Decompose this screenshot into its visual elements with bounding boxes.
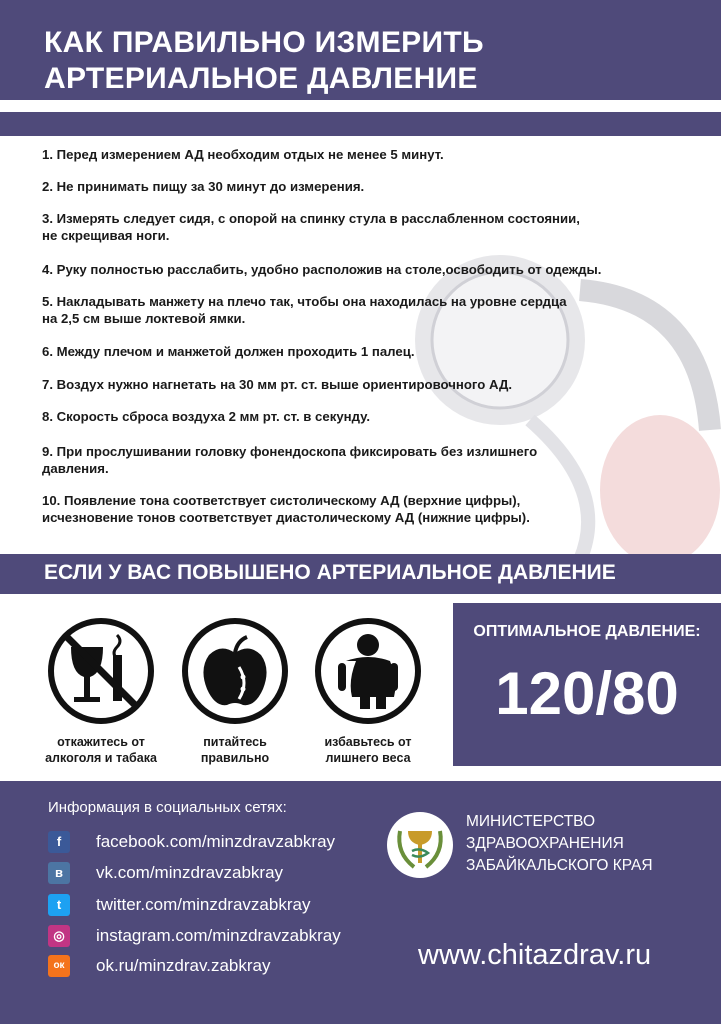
rule-item: 9. При прослушивании головку фонендоскопа фиксировать без излишнего давления. [42, 444, 538, 476]
rule-item: 3. Измерять следует сидя, с опорой на спинку стула в расслабленном состоянии, не скрещивая ноги. [42, 211, 580, 243]
rule-item: 2. Не принимать пищу за 30 минут до измерения. [42, 179, 365, 194]
facebook-icon: f [48, 831, 70, 853]
overweight-person-icon [314, 617, 422, 725]
advice-caption-weight: избавьтесь от лишнего веса [324, 735, 412, 765]
rule-item: 5. Накладывать манжету на плечо так, чтобы она находилась на уровне сердца на 2,5 см выше локтевой ямки. [42, 294, 567, 326]
optimal-pressure-label: ОПТИМАЛЬНОЕ ДАВЛЕНИЕ: [473, 623, 701, 640]
no-alcohol-tobacco-icon [47, 617, 155, 725]
advice-caption-nutrition: питайтесь правильно [200, 735, 270, 765]
optimal-pressure-value: 120/80 [495, 660, 679, 727]
rule-item: 4. Руку полностью расслабить, удобно расположив на столе,освободить от одежды. [42, 262, 602, 277]
footer: Информация в социальных сетях: f facebook.com/minzdravzabkray в vk.com/minzdravzabkray t twitter.com/minzdravzabkray ◎ instagram.com/minzdravzabkray ок ok.ru/minzdrav.zabkray МИНИСТЕРСТВО ЗДРАВООХРАНЕНИЯ ЗАБАЙКАЛЬСКОГО КРАЯ www.chitazdrav.ru [0, 781, 721, 1024]
warning-heading: ЕСЛИ У ВАС ПОВЫШЕНО АРТЕРИАЛЬНОЕ ДАВЛЕНИЕ [44, 561, 616, 584]
rule-item: 6. Между плечом и манжетой должен проходить 1 палец. [42, 344, 415, 359]
advice-caption-alcohol: откажитесь от алкоголя и табака [45, 735, 157, 765]
ministry-name: МИНИСТЕРСТВО ЗДРАВООХРАНЕНИЯ ЗАБАЙКАЛЬСКОГО КРАЯ [466, 813, 653, 874]
apple-icon [181, 617, 289, 725]
rule-item: 7. Воздух нужно нагнетать на 30 мм рт. ст. выше ориентировочного АД. [42, 377, 513, 392]
title-divider-band [0, 112, 721, 136]
ministry-emblem-icon [386, 811, 454, 879]
title-banner [0, 0, 721, 100]
odnoklassniki-icon: ок [48, 955, 70, 977]
warning-banner [0, 554, 721, 594]
page-title-line-1: КАК ПРАВИЛЬНО ИЗМЕРИТЬ [44, 26, 484, 59]
instagram-icon: ◎ [48, 925, 70, 947]
website-link[interactable]: www.chitazdrav.ru [418, 939, 652, 971]
rule-item: 10. Появление тона соответствует систолическому АД (верхние цифры), исчезновение тонов соответствует диастолическому АД (нижние цифры). [42, 493, 530, 525]
vk-icon: в [48, 862, 70, 884]
page-title-line-2: АРТЕРИАЛЬНОЕ ДАВЛЕНИЕ [44, 62, 478, 95]
rule-item: 8. Скорость сброса воздуха 2 мм рт. ст. в секунду. [42, 409, 370, 424]
optimal-pressure-box [453, 603, 721, 766]
social-heading: Информация в социальных сетях: [48, 799, 287, 816]
rule-item: 1. Перед измерением АД необходим отдых не менее 5 минут. [42, 147, 444, 162]
twitter-icon: t [48, 894, 70, 916]
